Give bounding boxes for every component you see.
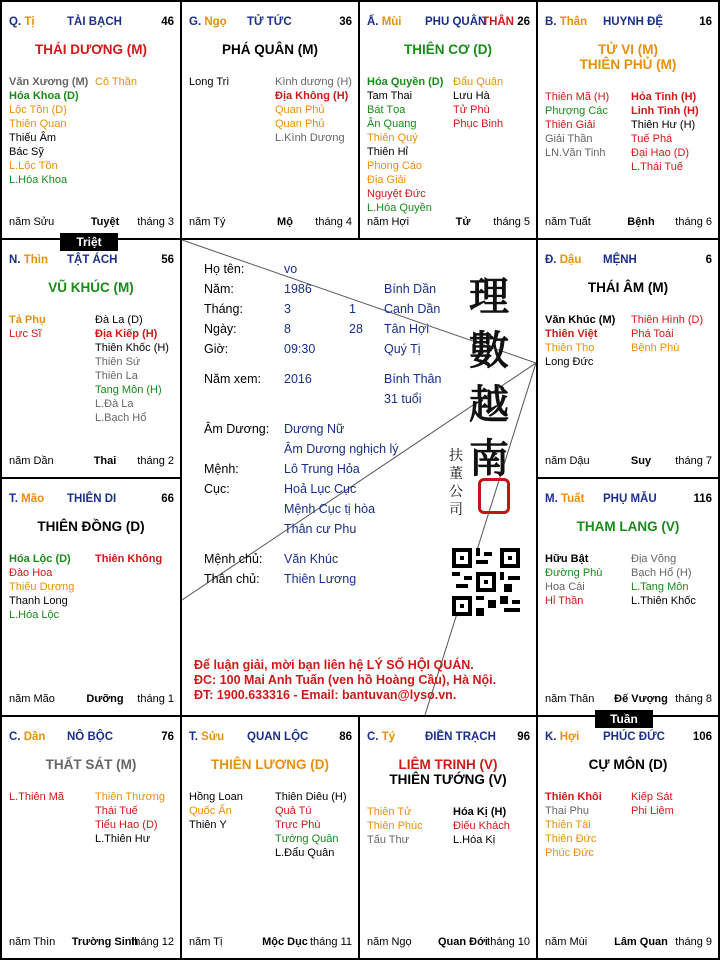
stars-left: [189, 75, 229, 89]
star: Lưu Hà: [453, 90, 490, 102]
palace-name: TẬT ÁCH: [67, 254, 118, 266]
palace-age: 46: [161, 16, 174, 28]
stars-right: [631, 313, 703, 355]
palace-phuc-duc: [538, 717, 718, 958]
palace-header: [367, 16, 530, 30]
palace-name: TÀI BẠCH: [67, 16, 122, 28]
star: Thiên Tử: [367, 806, 412, 818]
star: Bệnh Phù: [631, 342, 680, 354]
palace-name: QUAN LỘC: [247, 731, 309, 743]
star: Hoa Cái: [545, 581, 585, 593]
star: Hóa Quyền (D): [367, 76, 444, 88]
palace-footer: [367, 936, 530, 950]
star: Địa Không (H): [275, 90, 349, 102]
main-star: THIÊN TƯỚNG (V): [389, 772, 507, 787]
star: Long Trì: [189, 76, 230, 88]
trang-sinh: Tử: [455, 216, 471, 228]
palace-footer: [545, 693, 712, 707]
label-thang: Tháng:: [204, 302, 243, 316]
trang-sinh: Trường Sinh: [71, 936, 139, 948]
star: Hóa Kị (H): [453, 806, 507, 818]
palace-phu-mau: [538, 479, 718, 715]
star: Hóa Khoa (D): [9, 90, 79, 102]
stars-left: [367, 805, 423, 847]
star: Lộc Tồn (D): [9, 104, 67, 116]
palace-name: HUYNH ĐỆ: [603, 16, 664, 28]
star: L.Kình Dương: [275, 132, 345, 144]
palace-can-chi: Đ. Dậu: [545, 254, 582, 266]
palace-can-chi: K. Hợi: [545, 731, 580, 743]
star: L.Thiên Hư: [95, 833, 151, 845]
star: Đẩu Quân: [453, 76, 504, 88]
palace-header: [545, 16, 712, 30]
star: Tam Thai: [367, 90, 413, 102]
trang-sinh: Thai: [93, 455, 117, 467]
contact-footer: Để luận giải, mời bạn liên hệ LÝ SỐ HỘI QUÁN. ĐC: 100 Mai Anh Tuấn (ven hồ Hoàng Cầu), Hà Nội. ĐT: 1900.633316 - Email: bantuvan@lyso.vn.: [194, 658, 497, 702]
palace-year: năm Ngọ: [367, 936, 412, 948]
palace-age: 76: [161, 731, 174, 743]
stars-left: [545, 790, 602, 860]
stars-right: [275, 75, 352, 145]
palace-age: 56: [161, 254, 174, 266]
star: Nguyệt Đức: [367, 188, 426, 200]
main-star: THẤT SÁT (M): [45, 757, 137, 772]
tuan-badge: Tuần: [595, 710, 653, 728]
star: L.Hóa Lộc: [9, 609, 60, 621]
palace-no-boc: [2, 717, 180, 958]
main-star: THIÊN LƯƠNG (D): [211, 757, 329, 772]
value-am-duong: Dương Nữ: [284, 422, 345, 436]
stars-left: [9, 313, 46, 341]
star: Thiên Hỉ: [367, 146, 408, 158]
palace-name: PHỤ MẪU: [603, 493, 657, 505]
star: Địa Giải: [367, 174, 407, 186]
label-nam-xem: Năm xem:: [204, 372, 261, 386]
stars-left: [189, 790, 243, 832]
palace-age: 26: [517, 16, 530, 28]
star: Thiên Khốc (H): [95, 342, 169, 354]
palace-year: năm Tý: [189, 216, 226, 228]
palace-can-chi: T. Mão: [9, 493, 45, 505]
palace-year: năm Thân: [545, 693, 595, 705]
palace-header: [545, 493, 712, 507]
palace-tat-ach: [2, 240, 180, 477]
palace-thien-di: [2, 479, 180, 715]
star: Thiên Diêu (H): [275, 791, 347, 803]
palace-month: tháng 10: [487, 936, 530, 948]
star: Thiên Đức: [545, 833, 597, 845]
star: Đà La (D): [95, 314, 143, 326]
palace-header: [545, 731, 712, 745]
trang-sinh: Tuyệt: [90, 216, 120, 228]
main-star: THIÊN PHỦ (M): [579, 57, 677, 72]
palace-year: năm Dần: [9, 455, 54, 467]
main-star: THAM LANG (V): [576, 519, 680, 534]
star: Quan Phủ: [275, 118, 325, 130]
star: Phượng Các: [545, 105, 608, 117]
value-menh-chu: Văn Khúc: [284, 552, 339, 566]
star: Tả Phụ: [9, 314, 46, 326]
value-tuoi: 31 tuổi: [384, 392, 422, 406]
stars-left: [545, 313, 615, 369]
star: Điếu Khách: [453, 820, 510, 832]
value-nam-xem-can: Bính Thân: [384, 372, 442, 386]
palace-footer: [9, 216, 174, 230]
star: Phong Cáo: [367, 160, 423, 172]
label-cuc: Cục:: [204, 482, 230, 496]
palace-age: 6: [705, 254, 712, 266]
palace-name: PHU QUÂN: [425, 16, 487, 28]
star: L.Hóa Quyền: [367, 202, 432, 214]
palace-age: 86: [339, 731, 352, 743]
palace-name: THIÊN DI: [67, 493, 117, 505]
palace-can-chi: B. Thân: [545, 16, 588, 28]
star: L.Tang Môn: [631, 581, 689, 593]
stars-left: [9, 552, 74, 622]
palace-year: năm Thìn: [9, 936, 56, 948]
star: Tuế Phá: [631, 133, 673, 145]
palace-header: [9, 731, 174, 745]
seal-stamp: [478, 478, 510, 514]
star: Phi Liêm: [631, 805, 674, 817]
palace-age: 66: [161, 493, 174, 505]
star: Thiên Hư (H): [631, 119, 696, 131]
triet-badge: Triệt: [60, 233, 118, 251]
palace-footer: [189, 936, 352, 950]
stars-right: [95, 75, 137, 89]
value-ngay-am: 28: [349, 322, 363, 336]
value-ngay-duong: 8: [284, 322, 291, 336]
palace-header: [189, 731, 352, 745]
palace-footer: [545, 936, 712, 950]
star: Thiếu Âm: [9, 132, 57, 144]
palace-month: tháng 6: [675, 216, 712, 228]
star: Phá Toái: [631, 328, 674, 340]
palace-age: 36: [339, 16, 352, 28]
star: Thiên Việt: [545, 328, 598, 340]
main-star: THIÊN CƠ (D): [403, 42, 492, 57]
value-thang-can: Canh Dần: [384, 302, 441, 316]
palace-name: NÔ BỘC: [67, 731, 113, 743]
star: Tang Môn (H): [95, 384, 162, 396]
trang-sinh: Mộc Dục: [262, 936, 308, 948]
palace-can-chi: Q. Tị: [9, 16, 35, 28]
main-star: THÁI ÂM (M): [587, 280, 669, 295]
trang-sinh: Lâm Quan: [614, 936, 668, 948]
stars-right: [275, 790, 347, 860]
trang-sinh: Suy: [630, 455, 652, 467]
star: Long Đức: [545, 356, 594, 368]
label-am-duong: Âm Dương:: [204, 422, 270, 436]
star: Giải Thần: [545, 133, 593, 145]
star: Tấu Thư: [367, 834, 410, 846]
palace-quan-loc: [182, 717, 358, 958]
value-gio: 09:30: [284, 342, 316, 356]
star: Linh Tinh (H): [631, 105, 699, 117]
palace-age: 116: [693, 493, 712, 505]
star: Thái Tuế: [95, 805, 138, 817]
value-than-cu: Thân cư Phu: [284, 522, 357, 536]
value-cuc: Hoả Lục Cục: [284, 482, 357, 496]
star: Hóa Lộc (D): [9, 553, 71, 565]
stars-right: [631, 90, 699, 174]
main-star: PHÁ QUÂN (M): [222, 42, 318, 57]
star: Thiên Mã (H): [545, 91, 610, 103]
palace-year: năm Mùi: [545, 936, 588, 948]
palace-can-chi: C. Tý: [367, 731, 396, 743]
trang-sinh: Quan Đới: [438, 936, 488, 948]
palace-footer: [189, 216, 352, 230]
star: Ân Quang: [367, 118, 417, 130]
star: Bác Sỹ: [9, 146, 44, 158]
star: Bạch Hổ (H): [631, 567, 692, 579]
palace-dien-trach: [360, 717, 536, 958]
star: Hỏa Tinh (H): [631, 91, 697, 103]
star: Tướng Quân: [275, 833, 339, 845]
palace-header: [367, 731, 530, 745]
star: Thiên Tài: [545, 819, 591, 831]
label-menh: Mệnh:: [204, 462, 239, 476]
palace-year: năm Sửu: [9, 216, 55, 228]
palace-name: ĐIỀN TRẠCH: [425, 731, 496, 743]
stars-right: [631, 552, 696, 608]
star: Thiên Khôi: [545, 791, 602, 803]
star: Thiên Y: [189, 819, 227, 831]
value-ho-ten: vo: [284, 262, 298, 276]
star: Hồng Loan: [189, 791, 243, 803]
palace-menh: [538, 240, 718, 477]
star: Lực Sĩ: [9, 328, 42, 340]
palace-can-chi: N. Thìn: [9, 254, 48, 266]
star: Địa Kiếp (H): [95, 328, 158, 340]
palace-year: năm Hợi: [367, 216, 410, 228]
stars-right: [95, 552, 162, 566]
palace-year: năm Tị: [189, 936, 223, 948]
palace-month: tháng 1: [137, 693, 174, 705]
value-thang-am: 1: [349, 302, 356, 316]
center-panel: [182, 240, 536, 715]
label-menh-chu: Mệnh chủ:: [204, 552, 263, 566]
star: Đường Phù: [545, 567, 603, 579]
label-than-chu: Thân chủ:: [204, 572, 260, 586]
palace-month: tháng 8: [675, 693, 712, 705]
palace-month: tháng 11: [309, 936, 352, 948]
star: Đào Hoa: [9, 567, 53, 579]
value-gio-can: Quý Tị: [384, 342, 421, 356]
palace-month: tháng 9: [675, 936, 712, 948]
stars-left: [9, 790, 64, 804]
palace-header: [9, 16, 174, 30]
palace-age: 96: [517, 731, 530, 743]
star: Thiên La: [95, 370, 138, 382]
star: Thiên Quan: [9, 118, 67, 130]
palace-name: MỆNH: [603, 254, 637, 266]
palace-age: 16: [699, 16, 712, 28]
palace-year: năm Mão: [9, 693, 55, 705]
palace-footer: [545, 455, 712, 469]
palace-month: tháng 3: [137, 216, 174, 228]
star: Thiên Sứ: [95, 356, 141, 368]
star: L.Thiên Khốc: [631, 595, 696, 607]
star: Hữu Bật: [545, 553, 589, 565]
star: Trực Phù: [275, 819, 321, 831]
star: Thiên Thương: [95, 791, 166, 803]
trang-sinh: Dưỡng: [86, 693, 124, 705]
palace-footer: [545, 216, 712, 230]
palace-header: [9, 254, 174, 268]
main-star: LIÊM TRINH (V): [398, 757, 498, 772]
palace-footer: [9, 693, 174, 707]
star: Quả Tú: [275, 805, 312, 817]
palace-footer: [9, 936, 174, 950]
stars-right: [95, 313, 169, 425]
trang-sinh: Đế Vượng: [614, 693, 668, 705]
star: Cô Thần: [95, 76, 137, 88]
label-ho-ten: Họ tên:: [204, 262, 245, 276]
trang-sinh: Mộ: [277, 216, 293, 228]
palace-year: năm Tuất: [545, 216, 591, 228]
star: LN.Văn Tinh: [545, 147, 606, 159]
palace-month: tháng 4: [315, 216, 352, 228]
star: Thiên Quý: [367, 132, 418, 144]
stars-left: [367, 75, 443, 215]
star: Tử Phù: [453, 104, 490, 116]
star: Thiên Không: [95, 553, 163, 565]
star: L.Thái Tuế: [631, 161, 683, 173]
palace-month: tháng 5: [493, 216, 530, 228]
stars-right: [631, 790, 674, 818]
star: Thanh Long: [9, 595, 68, 607]
star: Kiếp Sát: [631, 791, 673, 803]
label-nam: Năm:: [204, 282, 234, 296]
value-ngay-can: Tân Hợi: [384, 322, 430, 336]
value-menh-cuc: Mệnh Cục tị hòa: [284, 502, 376, 516]
star: Quốc Ấn: [189, 805, 232, 817]
value-thang-duong: 3: [284, 302, 291, 316]
main-star: TỬ VI (M): [598, 42, 658, 57]
palace-huynh-de: [538, 2, 718, 238]
star: Tiểu Hao (D): [95, 819, 158, 831]
stars-right: [95, 790, 165, 846]
star: L.Đẩu Quân: [275, 847, 335, 859]
palace-month: tháng 2: [137, 455, 174, 467]
palace-age: 106: [692, 731, 712, 743]
main-star: THIÊN ĐỒNG (D): [37, 519, 145, 534]
star: Văn Xương (M): [9, 76, 89, 88]
stars-left: [545, 90, 609, 160]
stars-left: [9, 75, 88, 187]
stars-right: [453, 75, 503, 131]
palace-name: PHÚC ĐỨC: [603, 731, 665, 743]
calligraphy-logo: 理 數 越 南: [469, 273, 509, 482]
qr-code[interactable]: [452, 548, 520, 616]
palace-can-chi: C. Dần: [9, 731, 46, 743]
star: L.Hóa Khoa: [9, 174, 68, 186]
star: Kình dương (H): [275, 76, 352, 88]
value-menh: Lô Trung Hỏa: [284, 462, 360, 476]
label-ngay: Ngày:: [204, 322, 237, 336]
palace-footer: [9, 455, 174, 469]
palace-tu-tuc: [182, 2, 358, 238]
palace-month: tháng 12: [131, 936, 174, 948]
palace-header: [545, 254, 712, 268]
palace-can-chi: T. Sửu: [189, 731, 225, 743]
palace-footer: [367, 216, 530, 230]
main-star: VŨ KHÚC (M): [48, 280, 134, 295]
palace-name: TỬ TỨC: [247, 16, 292, 28]
value-nam-xem: 2016: [284, 372, 312, 386]
value-than-chu: Thiên Lương: [284, 572, 357, 586]
star: Phúc Đức: [545, 847, 594, 859]
star: Văn Khúc (M): [545, 314, 616, 326]
star: L.Thiên Mã: [9, 791, 65, 803]
calligraphy-small: 扶 董 公 司: [449, 448, 463, 518]
palace-header: [189, 16, 352, 30]
star: Thiên Thọ: [545, 342, 595, 354]
palace-phu-quan: [360, 2, 536, 238]
star: L.Bạch Hổ: [95, 412, 147, 424]
value-nam-can: Bính Dần: [384, 282, 437, 296]
star: Phục Binh: [453, 118, 504, 130]
palace-header: [9, 493, 174, 507]
palace-can-chi: Ấ. Mùi: [367, 16, 402, 28]
star: Đại Hao (D): [631, 147, 690, 159]
star: Thiếu Dương: [9, 581, 75, 593]
star: L.Lộc Tồn: [9, 160, 58, 172]
star: Hỉ Thần: [545, 595, 584, 607]
star: L.Hóa Kị: [453, 834, 496, 846]
main-star: THÁI DƯƠNG (M): [35, 42, 147, 57]
stars-right: [453, 805, 510, 847]
star: L.Đà La: [95, 398, 134, 410]
palace-can-chi: G. Ngọ: [189, 16, 227, 28]
palace-tai-bach: [2, 2, 180, 238]
star: Bát Tọa: [367, 104, 406, 116]
star: Thiên Hình (D): [631, 314, 704, 326]
palace-can-chi: M. Tuất: [545, 493, 585, 505]
trang-sinh: Bệnh: [627, 216, 655, 228]
label-gio: Giờ:: [204, 342, 229, 356]
value-nam: 1986: [284, 282, 312, 296]
star: Thiên Phúc: [367, 820, 423, 832]
main-star: CỰ MÔN (D): [588, 757, 668, 772]
than-marker: THÂN: [482, 16, 514, 28]
palace-month: tháng 7: [675, 455, 712, 467]
value-am-duong-ly: Âm Dương nghịch lý: [284, 442, 399, 456]
star: Thai Phụ: [545, 805, 590, 817]
star: Quan Phủ: [275, 104, 325, 116]
star: Thiên Giải: [545, 119, 596, 131]
star: Địa Võng: [631, 553, 677, 565]
stars-left: [545, 552, 602, 608]
palace-year: năm Dậu: [545, 455, 590, 467]
